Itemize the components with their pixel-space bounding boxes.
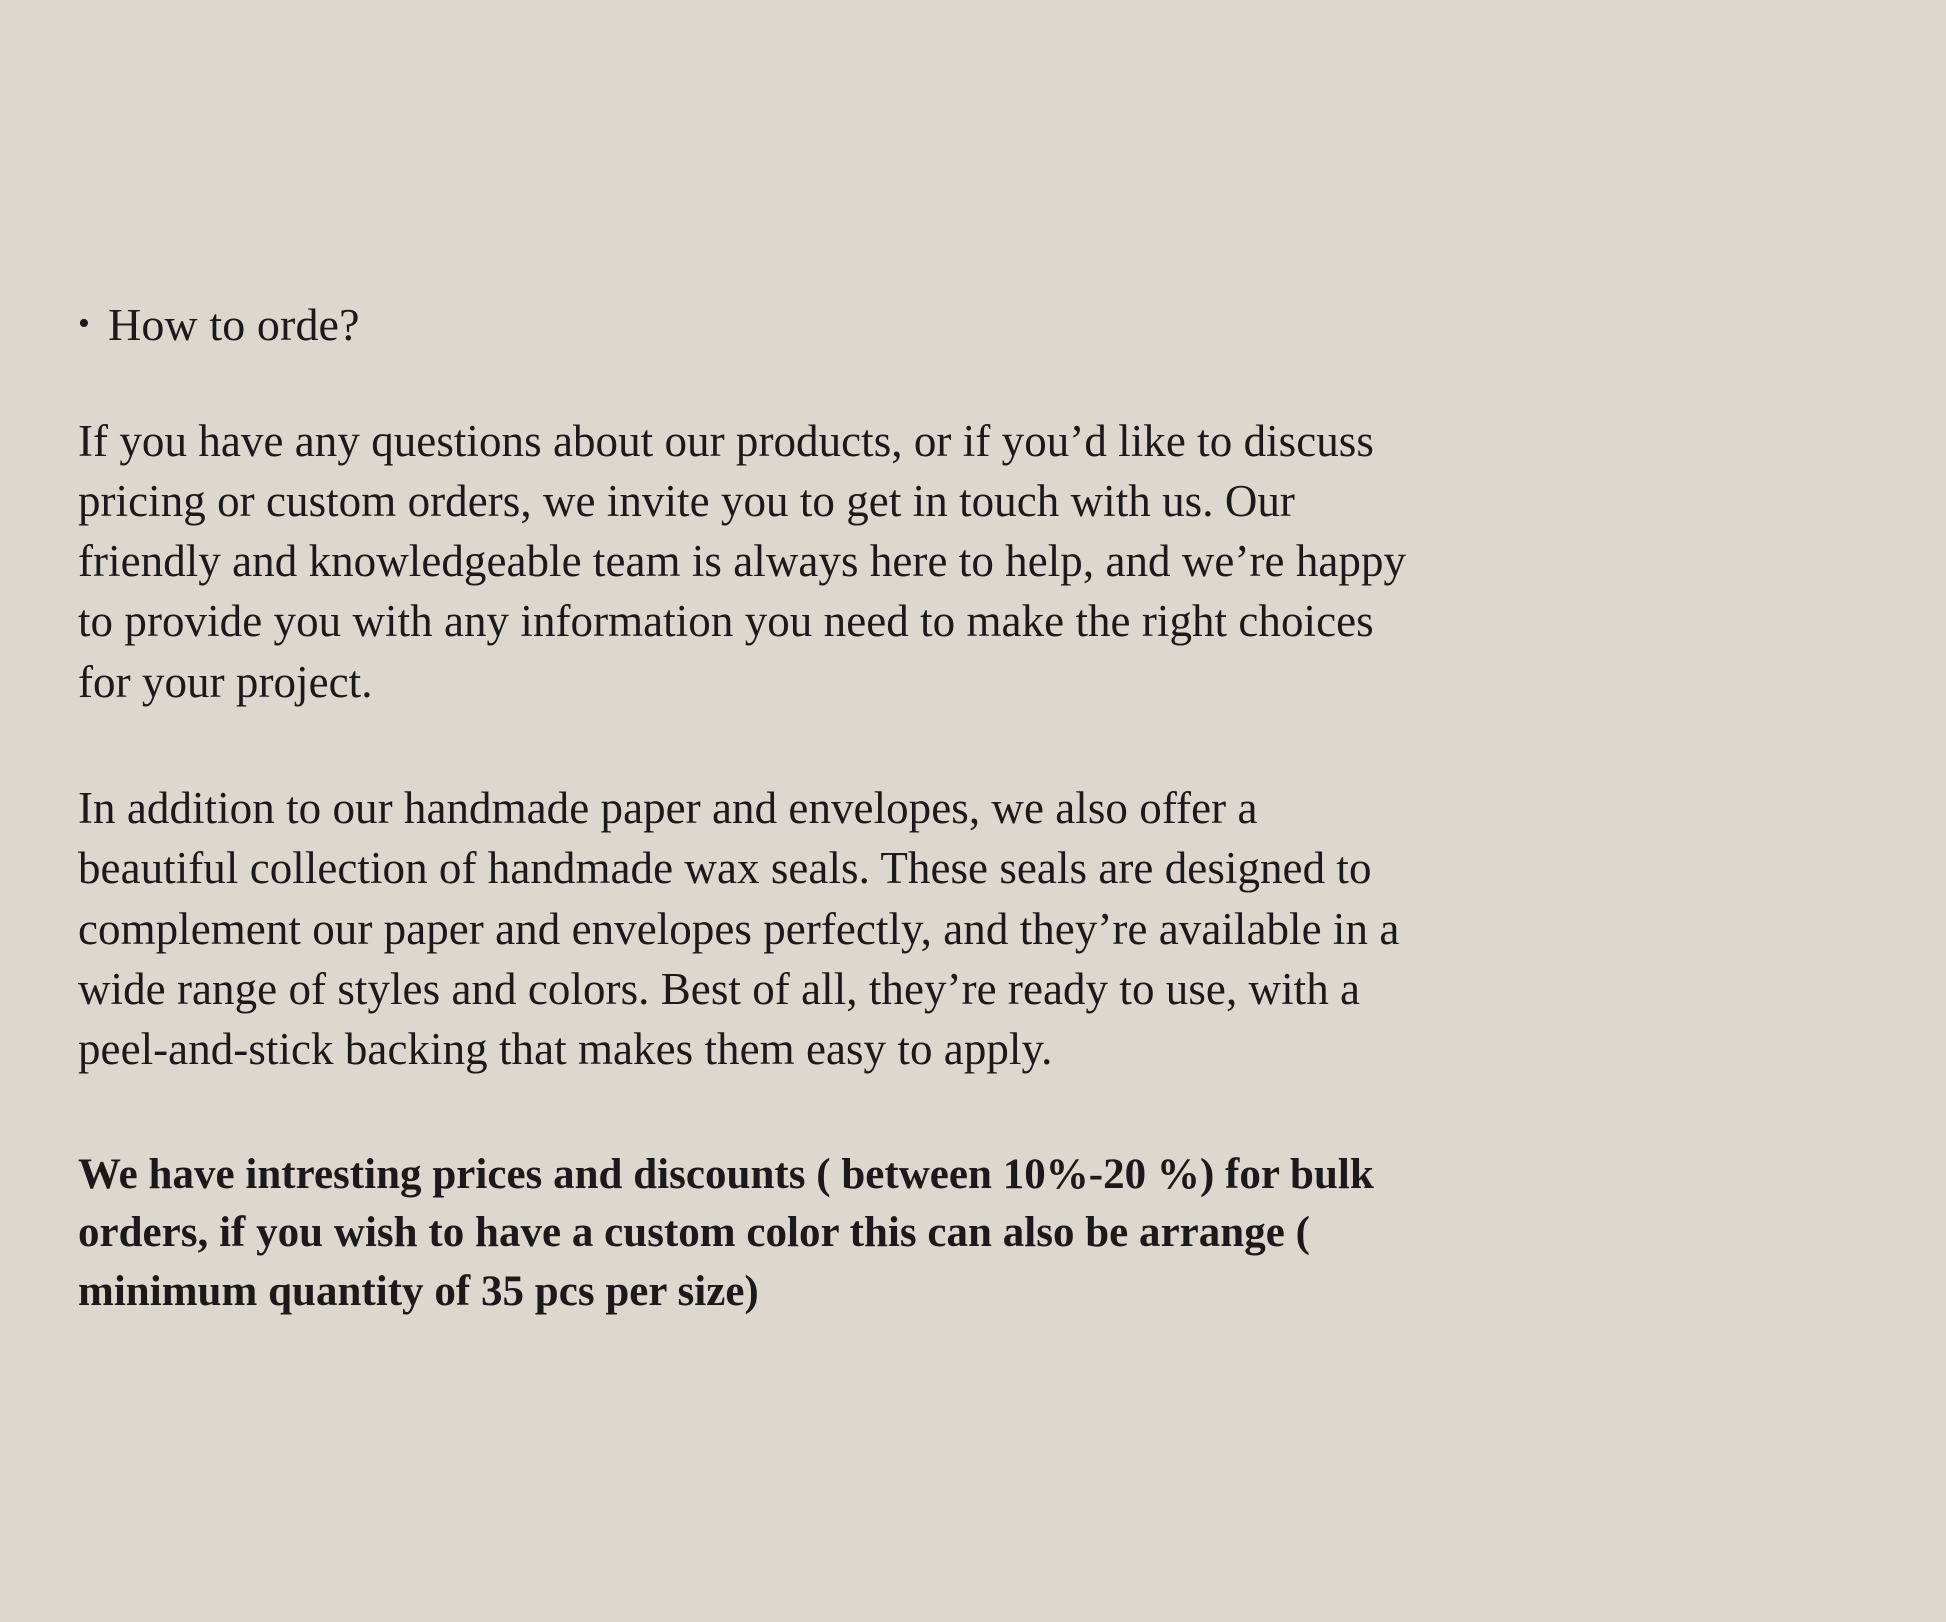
paragraph-contact-info: If you have any questions about our products, or if you’d like to discuss pricing or custom orders, we invite you to get in touch with us. Our friendly and knowledgeable team is always here to help, and we’re happy to provide you with any information you need to make the right choices for your project. xyxy=(78,415,1407,707)
paragraph-wax-seals: In addition to our handmade paper and envelopes, we also offer a beautiful collection of handmade wax seals. These seals are designed to complement our paper and envelopes perfectly, and they’re available in a wide range of styles and colors. Best of all, they’re ready to use, with a peel-and-stick backing that makes them easy to apply. xyxy=(78,783,1400,1075)
bullet-point-icon: • xyxy=(78,305,91,342)
section-heading-label: How to orde? xyxy=(108,299,360,350)
paragraph-bulk-discount-note: We have intresting prices and discounts ( between 10%-20 %) for bulk orders, if you wish to have a custom color this can also be arrange ( minimum quantity of 35 pcs per size) xyxy=(78,1150,1374,1316)
section-heading xyxy=(78,300,1416,351)
